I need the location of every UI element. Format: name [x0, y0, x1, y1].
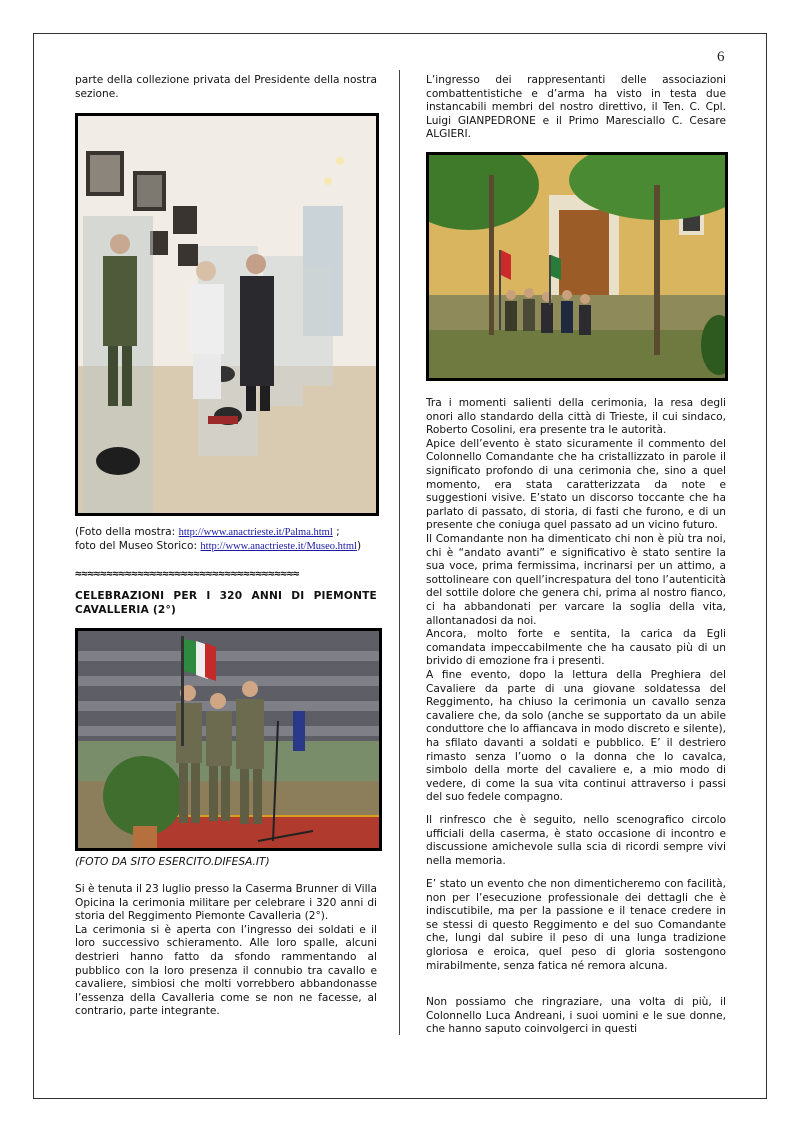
- ceremony-photo-image: [78, 631, 379, 848]
- right-evento-block: [426, 878, 726, 973]
- ceremony-photo: [75, 628, 382, 851]
- right-rinfresco-block: [426, 814, 726, 868]
- ceremony-caption: (FOTO DA SITO ESERCITO.DIFESA.IT): [75, 856, 270, 868]
- paragraph: Si è tenuta il 23 luglio presso la Caserma Brunner di Villa Opicina la cerimonia militare per celebrare i 320 anni di storia del Reggimento Piemonte Cavalleria (2°).: [75, 883, 377, 923]
- caption-prefix: (Foto della mostra:: [75, 526, 179, 538]
- paragraph: Il Comandante non ha dimenticato chi non è più tra noi, chi è “andato avanti” e significativo è stato sentire la sua voce, prima fermissima, incrinarsi per un attimo, a sottolineare con quell’increspatura del tono l’autenticità del sottile dolore che genera chi, prima al nostro fianco, ci ha abbandonati per varcare la soglia della vita, allontanadosi da noi.: [426, 532, 726, 627]
- association-photo: [426, 152, 728, 381]
- column-divider: [399, 70, 400, 1035]
- paragraph: Ancora, molto forte e sentita, la carica da Egli comandata impeccabilmente che ha causato più di un brivido di emozione fra i presenti.: [426, 628, 726, 668]
- section-separator: ≈≈≈≈≈≈≈≈≈≈≈≈≈≈≈≈≈≈≈≈≈≈≈≈≈≈≈≈≈≈≈≈≈≈≈≈: [75, 567, 300, 580]
- intro-text: parte della collezione privata del Presidente della nostra sezione.: [75, 74, 377, 100]
- paragraph: La cerimonia si è aperta con l’ingresso dei soldati e il loro successivo schieramento. Alle loro spalle, alcuni destrieri hanno fatto da sfondo rammentando al pubblico con la loro presenza il connubio tra cavallo e cavaliere, simbiosi che molti vorrebbero abbandonasse l’essenza della Cavalleria come se non ne facesse, al contrario, parte integrante.: [75, 923, 377, 1018]
- right-ringraziare-block: [426, 996, 726, 1037]
- right-article-body: [426, 397, 726, 669]
- paragraph: L’ingresso dei rappresentanti delle associazioni combattentistiche e d’arma ha visto in testa due instancabili membri del nostro direttivo, il Ten. C. Cpl. Luigi GIANPEDRONE e il Primo Maresciallo C. Cesare ALGIERI.: [426, 74, 726, 141]
- right-fine-block: [426, 669, 726, 805]
- museum-photo-image: [78, 116, 376, 513]
- caption-mid: ;: [332, 526, 340, 538]
- left-intro-block: [75, 74, 377, 101]
- museum-caption: [75, 526, 377, 553]
- association-photo-image: [429, 155, 725, 378]
- museo-link[interactable]: http://www.anactrieste.it/Museo.html: [200, 540, 357, 552]
- paragraph: Non possiamo che ringraziare, una volta di più, il Colonnello Luca Andreani, i suoi uomini e le sue donne, che hanno saputo coinvolgerci in questi: [426, 996, 726, 1036]
- paragraph: Il rinfresco che è seguito, nello scenografico circolo ufficiali della caserma, è stato occasione di incontro e discussione amichevole sulla scia di ricordi sempre vivi nella memoria.: [426, 814, 726, 867]
- paragraph: Tra i momenti salienti della cerimonia, la resa degli onori allo standardo della città di Trieste, il cui sindaco, Roberto Cosolini, era presente tra le autorità.: [426, 397, 726, 437]
- paragraph: E’ stato un evento che non dimenticheremo con facilità, non per l’esecuzione professionale dei dettagli che è indiscutibile, ma per la passione e il tenace credere in se stessi di questo Reggimento e del suo Comandante che, lungi dal subire il peso di una lunga tradizione gloriosa e eroica, quel peso di gloria sostengono mirabilmente, senza fatica né remora alcuna.: [426, 878, 726, 972]
- caption-line2-prefix: foto del Museo Storico:: [75, 539, 201, 552]
- caption-suffix: ): [356, 539, 362, 552]
- section-heading: [75, 590, 377, 617]
- museum-photo: [75, 113, 379, 516]
- left-article-body: [75, 883, 377, 1019]
- page-number: 6: [717, 49, 725, 65]
- right-ingresso-block: [426, 74, 726, 142]
- paragraph: A fine evento, dopo la lettura della Preghiera del Cavaliere da parte di una giovane soldatessa del Reggimento, ha chiuso la cerimonia un cavallo senza cavaliere che, da solo (anche se supportato da un abile conduttore che lo affiancava in modo discreto e silente), ha sfilato davanti a soldati e pubblico. E’ il destriero rimasto senza l’uomo o la donna che lo cavalca, simbolo della morte del cavaliere e, a mio modo di vedere, di come la sua vita continui attraverso i passi del suo fedele compagno.: [426, 669, 726, 804]
- palma-link[interactable]: http://www.anactrieste.it/Palma.html: [178, 527, 333, 538]
- paragraph: Apice dell’evento è stato sicuramente il commento del Colonnello Comandante che ha cristallizzato in parole il significato profondo di una cerimonia che, sino a quel momento, era stata caratterizzata da note e suggestioni visive. E’stato un discorso toccante che ha parlato di passato, di storia, di fasti che furono, e di un presente che coniuga quel passato ad un vicino futuro.: [426, 437, 726, 532]
- section-heading-text: CELEBRAZIONI PER I 320 ANNI DI PIEMONTE CAVALLERIA (2°): [75, 590, 377, 616]
